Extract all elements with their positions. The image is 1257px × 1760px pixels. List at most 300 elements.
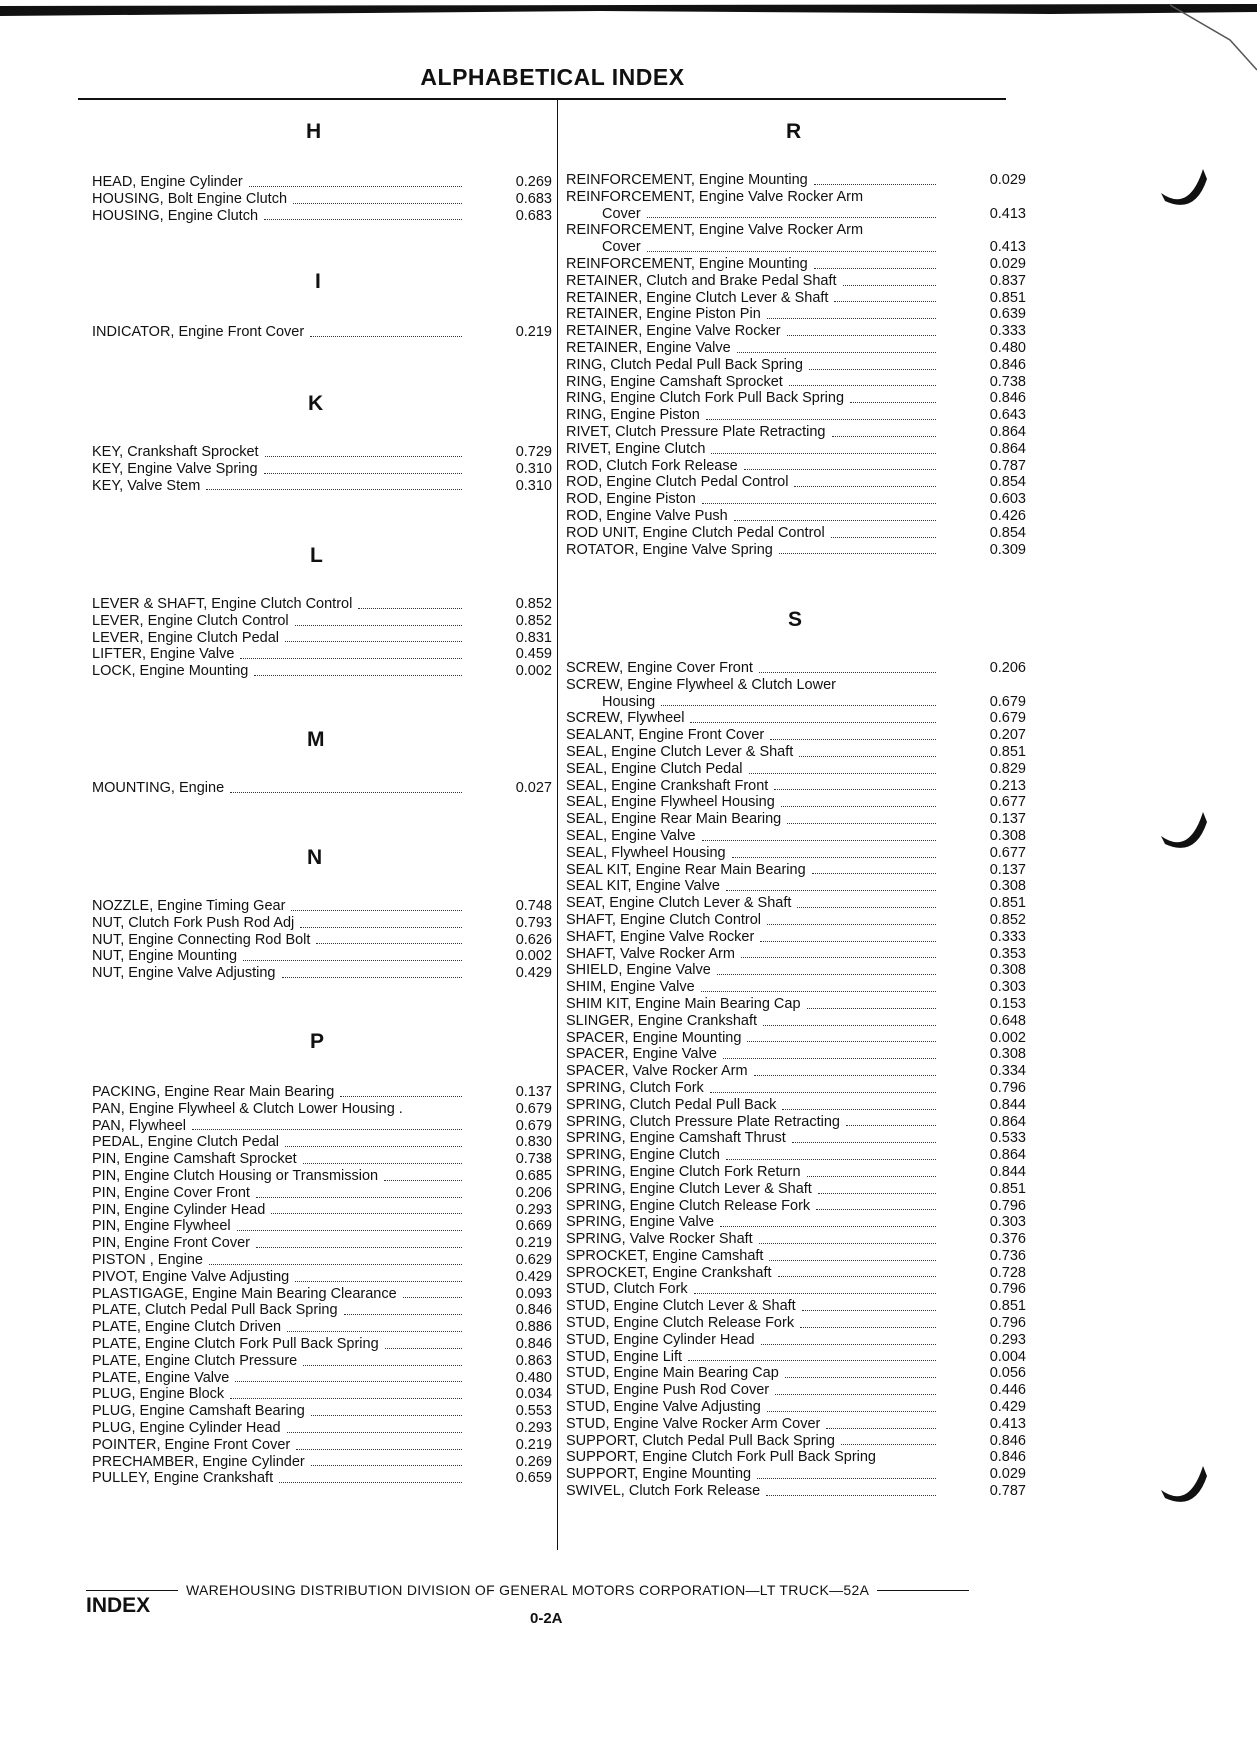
footer-line — [86, 1582, 1026, 1598]
entry-page-ref: 0.846 — [989, 1432, 1026, 1449]
index-entry — [92, 1403, 552, 1420]
entry-label: SEAL KIT, Engine Valve — [566, 878, 720, 895]
entry-label: ROD, Engine Clutch Pedal Control — [566, 474, 789, 491]
index-entry — [566, 491, 1026, 508]
entry-page-ref: 0.683 — [515, 190, 552, 207]
entry-label: STUD, Engine Clutch Lever & Shaft — [566, 1298, 796, 1315]
index-entry — [566, 474, 1026, 491]
entry-page-ref: 0.677 — [989, 794, 1026, 811]
entries-h — [92, 174, 552, 224]
leader-dots — [230, 792, 462, 793]
entry-page-ref: 0.353 — [989, 945, 1026, 962]
leader-dots — [779, 553, 936, 554]
leader-dots — [316, 943, 462, 944]
entry-page-ref: 0.093 — [515, 1285, 552, 1302]
leader-dots — [240, 658, 462, 659]
page-title: ALPHABETICAL INDEX — [420, 64, 685, 90]
index-entry — [566, 694, 1026, 711]
leader-dots — [832, 436, 937, 437]
entry-page-ref: 0.846 — [989, 356, 1026, 373]
entry-label: SPRING, Clutch Pressure Plate Retracting — [566, 1113, 840, 1130]
index-entry — [566, 357, 1026, 374]
title-rule — [78, 98, 1006, 100]
entry-page-ref: 0.643 — [989, 407, 1026, 424]
index-entry — [566, 239, 1026, 256]
index-entry — [92, 1336, 552, 1353]
index-entry — [566, 946, 1026, 963]
index-entry — [566, 1097, 1026, 1114]
leader-dots — [826, 1428, 936, 1429]
leader-dots — [279, 1482, 462, 1483]
entry-label: Cover — [602, 239, 641, 256]
entry-label: PIN, Engine Cylinder Head — [92, 1201, 266, 1218]
index-entry — [566, 458, 1026, 475]
entry-page-ref: 0.648 — [989, 1012, 1026, 1029]
entry-label: RETAINER, Clutch and Brake Pedal Shaft — [566, 272, 837, 289]
entry-label: ROD, Engine Valve Push — [566, 507, 728, 524]
index-entry — [566, 390, 1026, 407]
entry-page-ref: 0.846 — [515, 1335, 552, 1352]
entry-label: SHAFT, Engine Clutch Control — [566, 911, 762, 928]
entry-label: PRECHAMBER, Engine Cylinder — [92, 1453, 305, 1470]
entry-page-ref: 0.787 — [989, 457, 1026, 474]
entry-label: SPACER, Valve Rocker Arm — [566, 1063, 748, 1080]
leader-dots — [789, 385, 936, 386]
index-entry — [92, 1370, 552, 1387]
entry-page-ref: 0.831 — [515, 629, 552, 646]
entry-page-ref: 0.413 — [989, 239, 1026, 256]
entry-page-ref: 0.629 — [515, 1251, 552, 1268]
entry-label: REINFORCEMENT, Engine Mounting — [566, 255, 808, 272]
entry-page-ref: 0.310 — [515, 460, 552, 477]
entry-label: ROD, Engine Piston — [566, 491, 696, 508]
entry-page-ref: 0.002 — [989, 1029, 1026, 1046]
entry-label: PIN, Engine Front Cover — [92, 1235, 250, 1252]
leader-dots — [785, 1377, 936, 1378]
leader-dots — [761, 1344, 936, 1345]
index-entry — [92, 646, 552, 663]
leader-dots — [192, 1129, 462, 1130]
index-entry — [92, 780, 552, 797]
index-section-r — [566, 120, 1026, 558]
index-entry — [566, 340, 1026, 357]
index-entry — [566, 1130, 1026, 1147]
index-entry — [566, 1181, 1026, 1198]
entry-label: SHIELD, Engine Valve — [566, 962, 711, 979]
leader-dots — [797, 907, 936, 908]
entry-page-ref: 0.206 — [515, 1184, 552, 1201]
entry-page-ref: 0.480 — [515, 1369, 552, 1386]
index-entry — [92, 1101, 552, 1118]
entry-label: SHAFT, Valve Rocker Arm — [566, 945, 735, 962]
leader-dots — [781, 806, 936, 807]
entry-label: PLUG, Engine Cylinder Head — [92, 1419, 281, 1436]
leader-dots — [759, 1243, 936, 1244]
leader-dots — [767, 318, 936, 319]
entry-page-ref: 0.459 — [515, 646, 552, 663]
entry-label: SUPPORT, Engine Mounting — [566, 1466, 752, 1483]
entry-label: SCREW, Engine Flywheel & Clutch Lower — [566, 676, 836, 693]
leader-dots — [702, 503, 936, 504]
entry-label: NUT, Engine Connecting Rod Bolt — [92, 931, 311, 948]
entry-label: PULLEY, Engine Crankshaft — [92, 1470, 274, 1487]
leader-dots — [841, 1444, 936, 1445]
entry-label: PLASTIGAGE, Engine Main Bearing Clearance — [92, 1285, 397, 1302]
entry-page-ref: 0.851 — [989, 1180, 1026, 1197]
entry-page-ref: 0.376 — [989, 1231, 1026, 1248]
index-entry — [566, 1433, 1026, 1450]
entry-label: PAN, Engine Flywheel & Clutch Lower Housing . — [92, 1100, 403, 1117]
entry-label: STUD, Clutch Fork — [566, 1281, 688, 1298]
entry-label: PACKING, Engine Rear Main Bearing — [92, 1084, 335, 1100]
index-entry — [566, 1416, 1026, 1433]
index-entry — [566, 895, 1026, 912]
leader-dots — [843, 285, 936, 286]
index-entry — [566, 1013, 1026, 1030]
index-entry — [566, 1466, 1026, 1483]
leader-dots — [690, 722, 936, 723]
entry-page-ref: 0.846 — [515, 1302, 552, 1319]
entry-label: SPRING, Clutch Fork — [566, 1079, 704, 1096]
entry-page-ref: 0.844 — [989, 1163, 1026, 1180]
entry-label: PLATE, Engine Valve — [92, 1369, 230, 1386]
entry-label: HOUSING, Bolt Engine Clutch — [92, 190, 288, 207]
entry-label: KEY, Crankshaft Sprocket — [92, 444, 259, 460]
index-entry — [566, 929, 1026, 946]
index-section-k — [92, 392, 552, 494]
entry-label: SEAL, Engine Rear Main Bearing — [566, 811, 782, 828]
index-entry — [92, 174, 552, 191]
index-entry — [566, 273, 1026, 290]
index-entry — [566, 1080, 1026, 1097]
leader-dots — [310, 336, 462, 337]
leader-dots — [243, 960, 462, 961]
entry-page-ref: 0.787 — [989, 1483, 1026, 1500]
index-entry — [566, 206, 1026, 223]
index-entry — [566, 744, 1026, 761]
index-entry — [566, 1164, 1026, 1181]
leader-dots — [744, 469, 936, 470]
entry-page-ref: 0.334 — [989, 1063, 1026, 1080]
leader-dots — [230, 1398, 462, 1399]
index-entry — [92, 1454, 552, 1471]
entry-page-ref: 0.426 — [989, 507, 1026, 524]
index-entry — [566, 1248, 1026, 1265]
index-entry — [566, 306, 1026, 323]
index-entry — [566, 761, 1026, 778]
leader-dots — [295, 625, 462, 626]
entry-page-ref: 0.480 — [989, 339, 1026, 356]
entry-page-ref: 0.852 — [989, 911, 1026, 928]
entry-page-ref: 0.269 — [515, 174, 552, 190]
index-entry — [92, 965, 552, 982]
entry-label: PISTON , Engine — [92, 1251, 203, 1268]
entry-page-ref: 0.137 — [989, 861, 1026, 878]
entry-page-ref: 0.219 — [515, 1235, 552, 1252]
index-section-n — [92, 846, 552, 982]
index-entry — [92, 1269, 552, 1286]
leader-dots — [385, 1348, 462, 1349]
index-entry — [92, 1386, 552, 1403]
index-entry — [566, 424, 1026, 441]
entry-page-ref: 0.029 — [989, 1466, 1026, 1483]
index-entry — [566, 996, 1026, 1013]
entry-page-ref: 0.293 — [515, 1419, 552, 1436]
entries-k — [92, 444, 552, 494]
leader-dots — [812, 873, 936, 874]
entry-label: PIVOT, Engine Valve Adjusting — [92, 1268, 290, 1285]
index-entry — [566, 1147, 1026, 1164]
entry-page-ref: 0.207 — [989, 727, 1026, 744]
leader-dots — [774, 789, 936, 790]
entry-page-ref: 0.137 — [989, 811, 1026, 828]
leader-dots — [799, 756, 936, 757]
scan-edge-bar — [0, 0, 1257, 22]
index-entry — [566, 912, 1026, 929]
index-entry — [566, 1265, 1026, 1282]
entry-label: REINFORCEMENT, Engine Mounting — [566, 172, 808, 188]
entry-label: MOUNTING, Engine — [92, 780, 225, 796]
entry-page-ref: 0.738 — [989, 373, 1026, 390]
entry-label: LIFTER, Engine Valve — [92, 646, 235, 663]
index-entry — [566, 811, 1026, 828]
entry-label: SEAL, Engine Crankshaft Front — [566, 777, 769, 794]
leader-dots — [647, 251, 936, 252]
entry-page-ref: 0.846 — [989, 1449, 1026, 1466]
leader-dots — [747, 1041, 936, 1042]
entry-label: SEAL, Flywheel Housing — [566, 844, 726, 861]
leader-dots — [711, 453, 936, 454]
leader-dots — [802, 1310, 936, 1311]
entry-page-ref: 0.308 — [989, 1046, 1026, 1063]
entry-label: SPRING, Engine Clutch Fork Return — [566, 1163, 801, 1180]
entry-label: SEALANT, Engine Front Cover — [566, 727, 765, 744]
leader-dots — [737, 352, 936, 353]
entry-page-ref: 0.429 — [515, 1268, 552, 1285]
entry-page-ref: 0.864 — [989, 440, 1026, 457]
index-entry — [92, 1353, 552, 1370]
leader-dots — [723, 1058, 936, 1059]
entry-label: SHAFT, Engine Valve Rocker — [566, 928, 755, 945]
index-entry — [92, 444, 552, 461]
index-entry — [566, 1332, 1026, 1349]
entries-m — [92, 780, 552, 797]
entry-label: STUD, Engine Push Rod Cover — [566, 1382, 770, 1399]
leader-dots — [661, 705, 936, 706]
index-entry — [566, 1046, 1026, 1063]
entry-label: REINFORCEMENT, Engine Valve Rocker Arm — [566, 222, 864, 239]
entry-page-ref: 0.293 — [515, 1201, 552, 1218]
index-entry — [566, 1298, 1026, 1315]
index-entry — [566, 290, 1026, 307]
leader-dots — [701, 991, 936, 992]
entry-label: NUT, Engine Mounting — [92, 948, 238, 965]
entry-page-ref: 0.429 — [515, 965, 552, 982]
index-entry — [92, 461, 552, 478]
entry-page-ref: 0.852 — [515, 612, 552, 629]
entry-label: PEDAL, Engine Clutch Pedal — [92, 1134, 279, 1151]
leader-dots — [340, 1096, 462, 1097]
leader-dots — [782, 1109, 936, 1110]
index-entry — [566, 1449, 1026, 1466]
leader-dots — [720, 1226, 936, 1227]
scan-corner-mark — [1170, 0, 1257, 80]
entry-label: SPRING, Engine Clutch Lever & Shaft — [566, 1180, 812, 1197]
leader-dots — [754, 1075, 936, 1076]
entry-page-ref: 0.728 — [989, 1264, 1026, 1281]
entry-page-ref: 0.626 — [515, 931, 552, 948]
entry-page-ref: 0.004 — [989, 1348, 1026, 1365]
index-entry — [566, 710, 1026, 727]
entry-page-ref: 0.027 — [515, 780, 552, 796]
leader-dots — [757, 1478, 936, 1479]
leader-dots — [254, 675, 462, 676]
entry-label: PIN, Engine Camshaft Sprocket — [92, 1151, 297, 1168]
entry-page-ref: 0.308 — [989, 827, 1026, 844]
leader-dots — [760, 941, 936, 942]
entry-page-ref: 0.738 — [515, 1151, 552, 1168]
entry-label: SHIM, Engine Valve — [566, 979, 695, 996]
leader-dots — [249, 186, 462, 187]
leader-dots — [818, 1193, 936, 1194]
entry-label: PIN, Engine Flywheel — [92, 1218, 231, 1235]
index-section-h — [92, 120, 552, 224]
leader-dots — [311, 1415, 462, 1416]
leader-dots — [710, 1092, 936, 1093]
entry-page-ref: 0.748 — [515, 898, 552, 914]
footer-text: WAREHOUSING DISTRIBUTION DIVISION OF GENERAL MOTORS CORPORATION—LT TRUCK—52A — [186, 1582, 870, 1598]
index-entry — [566, 1198, 1026, 1215]
entry-label: SPACER, Engine Valve — [566, 1046, 717, 1063]
leader-dots — [814, 268, 936, 269]
entry-label: Housing — [602, 693, 656, 710]
binder-clip-mark — [1159, 165, 1209, 215]
entry-label: POINTER, Engine Front Cover — [92, 1436, 291, 1453]
leader-dots — [282, 977, 462, 978]
entry-page-ref: 0.796 — [989, 1197, 1026, 1214]
entry-label: SEAL KIT, Engine Rear Main Bearing — [566, 861, 806, 878]
section-letter: K — [308, 392, 324, 415]
entry-page-ref: 0.683 — [515, 207, 552, 224]
index-entry — [92, 1437, 552, 1454]
page-number: 0-2A — [530, 1610, 563, 1627]
index-section-p — [92, 1030, 552, 1487]
entry-label: STUD, Engine Cylinder Head — [566, 1331, 755, 1348]
entry-label: LEVER, Engine Clutch Pedal — [92, 629, 279, 646]
index-entry — [92, 1420, 552, 1437]
entry-page-ref: 0.846 — [989, 390, 1026, 407]
index-entry — [92, 1218, 552, 1235]
entry-page-ref: 0.851 — [989, 743, 1026, 760]
leader-dots — [237, 1230, 462, 1231]
entry-label: SEAL, Engine Clutch Pedal — [566, 760, 743, 777]
leader-dots — [759, 672, 936, 673]
entry-label: STUD, Engine Lift — [566, 1348, 683, 1365]
entry-label: SPROCKET, Engine Crankshaft — [566, 1264, 772, 1281]
index-entry — [92, 1202, 552, 1219]
entry-label: SPRING, Valve Rocker Shaft — [566, 1231, 753, 1248]
entry-label: PAN, Flywheel — [92, 1117, 187, 1134]
entry-page-ref: 0.659 — [515, 1470, 552, 1487]
index-entry — [566, 862, 1026, 879]
leader-dots — [831, 537, 936, 538]
footer-rule-left — [86, 1590, 178, 1591]
index-entry — [566, 222, 1026, 239]
leader-dots — [702, 840, 936, 841]
leader-dots — [209, 1264, 462, 1265]
section-letter: N — [307, 846, 323, 869]
index-section-s — [566, 608, 1026, 1500]
leader-dots — [787, 823, 936, 824]
index-entry — [92, 1235, 552, 1252]
index-entry — [92, 915, 552, 932]
entry-page-ref: 0.886 — [515, 1319, 552, 1336]
entry-page-ref: 0.056 — [989, 1365, 1026, 1382]
leader-dots — [384, 1180, 462, 1181]
index-entry — [92, 932, 552, 949]
leader-dots — [303, 1365, 462, 1366]
index-entry — [566, 508, 1026, 525]
entry-label: HEAD, Engine Cylinder — [92, 174, 243, 190]
entry-page-ref: 0.830 — [515, 1134, 552, 1151]
entries-s — [566, 660, 1026, 1500]
entry-page-ref: 0.677 — [989, 844, 1026, 861]
entry-page-ref: 0.864 — [989, 423, 1026, 440]
index-entry — [566, 189, 1026, 206]
entry-page-ref: 0.553 — [515, 1403, 552, 1420]
entry-label: PIN, Engine Cover Front — [92, 1184, 250, 1201]
entry-label: RETAINER, Engine Valve — [566, 339, 731, 356]
leader-dots — [300, 927, 462, 928]
leader-dots — [807, 1008, 936, 1009]
entry-page-ref: 0.679 — [989, 693, 1026, 710]
leader-dots — [767, 924, 936, 925]
index-entry — [566, 660, 1026, 677]
entry-page-ref: 0.413 — [989, 1415, 1026, 1432]
leader-dots — [749, 773, 936, 774]
section-letter: S — [788, 608, 803, 631]
index-entry — [92, 1185, 552, 1202]
entry-label: PLUG, Engine Camshaft Bearing — [92, 1403, 305, 1420]
leader-dots — [344, 1314, 462, 1315]
leader-dots — [734, 520, 936, 521]
leader-dots — [287, 1331, 462, 1332]
entry-page-ref: 0.029 — [989, 255, 1026, 272]
index-entry — [92, 1252, 552, 1269]
entry-label: SCREW, Engine Cover Front — [566, 660, 753, 676]
leader-dots — [256, 1247, 462, 1248]
entry-page-ref: 0.310 — [515, 477, 552, 494]
leader-dots — [271, 1213, 462, 1214]
entry-label: SEAT, Engine Clutch Lever & Shaft — [566, 895, 792, 912]
entry-label: ROD, Clutch Fork Release — [566, 457, 738, 474]
entry-page-ref: 0.603 — [989, 491, 1026, 508]
entry-label: SPRING, Engine Valve — [566, 1214, 715, 1231]
entry-label: SUPPORT, Clutch Pedal Pull Back Spring — [566, 1432, 835, 1449]
index-entry — [566, 962, 1026, 979]
entry-label: INDICATOR, Engine Front Cover — [92, 324, 305, 340]
entry-label: STUD, Engine Valve Adjusting — [566, 1399, 761, 1416]
entry-page-ref: 0.639 — [989, 306, 1026, 323]
entry-label: STUD, Engine Clutch Release Fork — [566, 1315, 795, 1332]
leader-dots — [846, 1125, 936, 1126]
leader-dots — [264, 219, 462, 220]
entry-page-ref: 0.669 — [515, 1218, 552, 1235]
entry-page-ref: 0.533 — [989, 1130, 1026, 1147]
entry-page-ref: 0.864 — [989, 1113, 1026, 1130]
leader-dots — [285, 641, 462, 642]
entry-label: LEVER & SHAFT, Engine Clutch Control — [92, 596, 353, 612]
